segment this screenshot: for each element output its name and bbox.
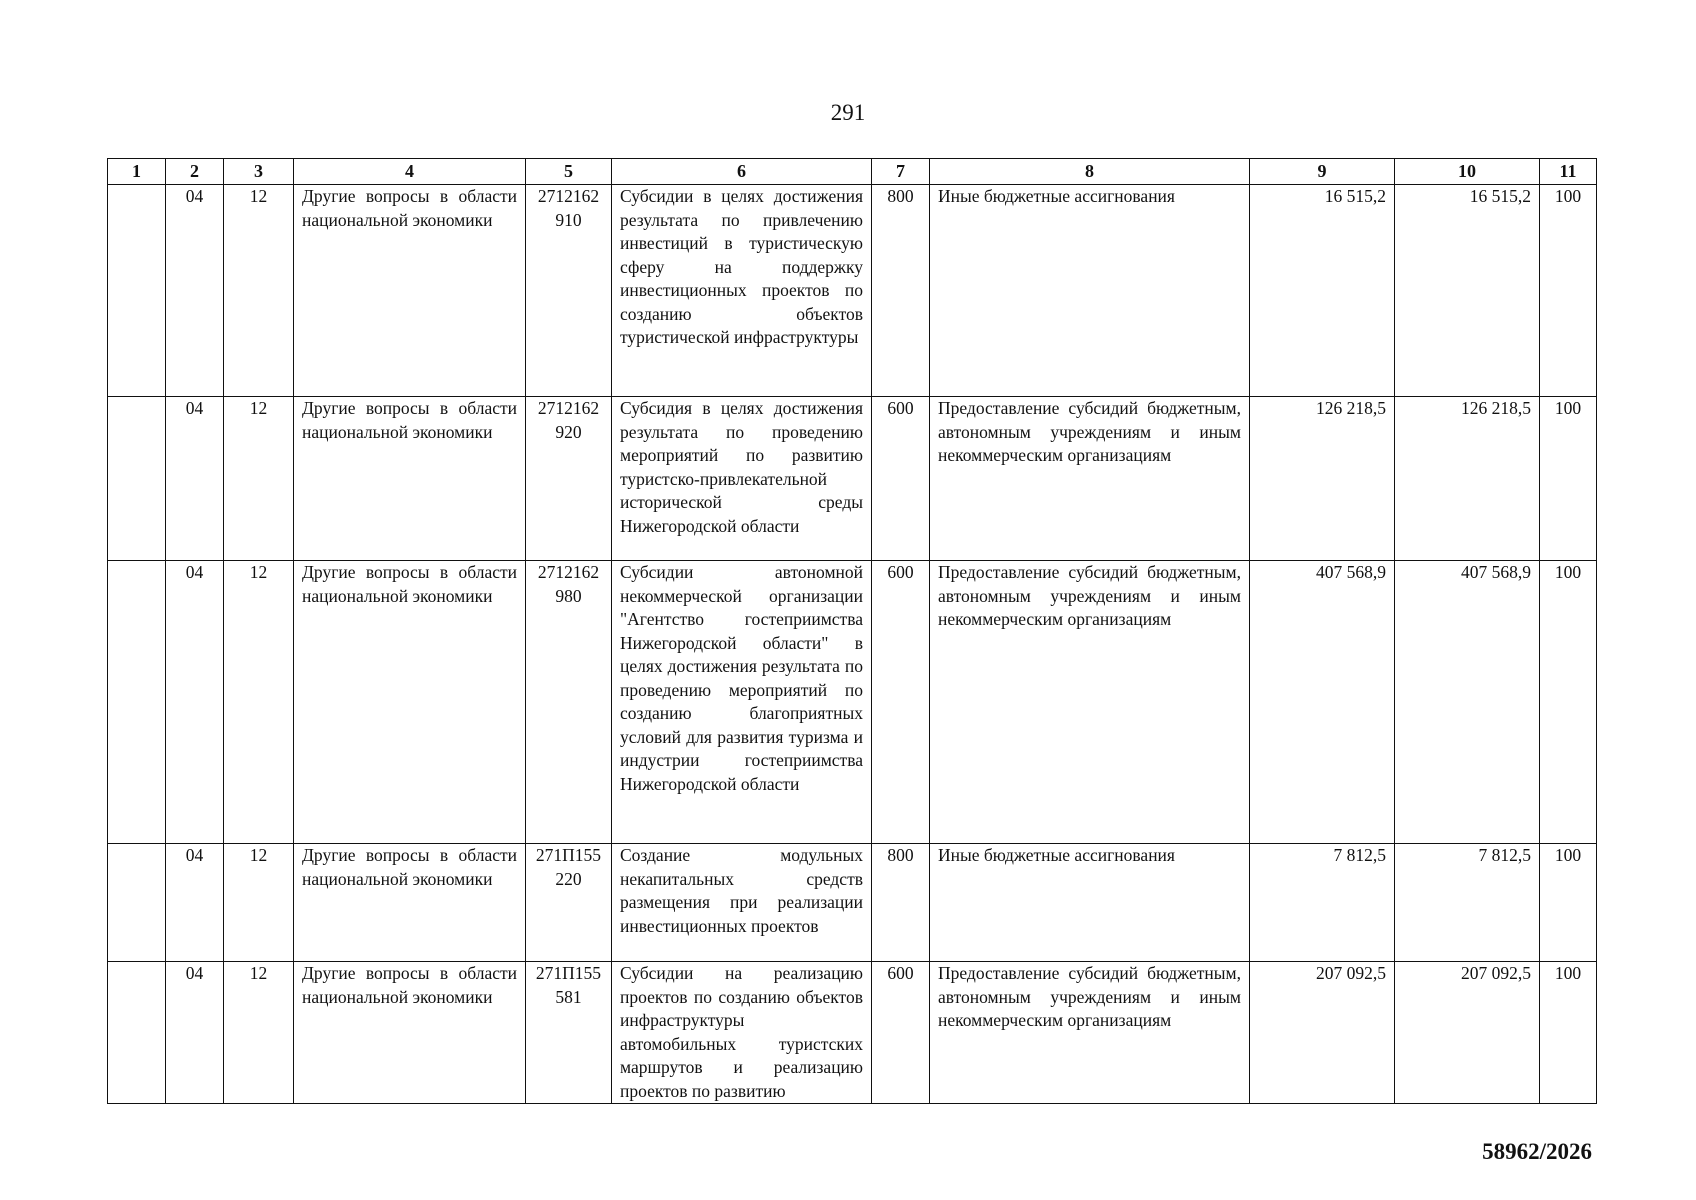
percent-cell: 100 [1540,185,1597,397]
target-article-cell: 271П155581 [526,962,612,1104]
percent-cell: 100 [1540,844,1597,962]
expense-type-name-cell: Предоставление субсидий бюджетным, автономным учреждениям и иным некоммерческим организациям [930,962,1250,1104]
column-header: 1 [108,159,166,185]
row-number-cell [108,962,166,1104]
budget-table [107,158,1597,1104]
executed-amount-cell: 16 515,2 [1395,185,1540,397]
section-cell: 04 [166,185,224,397]
expense-type-cell: 800 [872,844,930,962]
section-cell: 04 [166,962,224,1104]
target-article-name-cell: Субсидии автономной некоммерческой организации "Агентство гостеприимства Нижегородской области" в целях достижения результата по проведению мероприятий по созданию благоприятных условий для развития туризма и индустрии гостеприимства Нижегородской области [612,561,872,844]
target-article-cell: 2712162920 [526,397,612,561]
percent-cell: 100 [1540,962,1597,1104]
section-name-cell: Другие вопросы в области национальной экономики [294,561,526,844]
section-name-cell: Другие вопросы в области национальной экономики [294,962,526,1104]
target-article-name-cell: Субсидии на реализацию проектов по созданию объектов инфраструктуры автомобильных туристских маршрутов и реализацию проектов по развитию [612,962,872,1104]
expense-type-name-cell: Иные бюджетные ассигнования [930,844,1250,962]
section-name-cell: Другие вопросы в области национальной экономики [294,397,526,561]
document-number: 58962/2026 [1482,1139,1592,1164]
column-header: 2 [166,159,224,185]
column-header: 4 [294,159,526,185]
percent-cell: 100 [1540,561,1597,844]
target-article-cell: 271П155220 [526,844,612,962]
row-number-cell [108,397,166,561]
table-row [108,397,1597,561]
expense-type-cell: 800 [872,185,930,397]
column-header: 8 [930,159,1250,185]
executed-amount-cell: 407 568,9 [1395,561,1540,844]
expense-type-cell: 600 [872,962,930,1104]
subsection-cell: 12 [224,185,294,397]
expense-type-cell: 600 [872,397,930,561]
column-header: 11 [1540,159,1597,185]
column-header: 7 [872,159,930,185]
table-header-row [108,159,1597,185]
percent-cell: 100 [1540,397,1597,561]
section-cell: 04 [166,397,224,561]
target-article-name-cell: Субсидии в целях достижения результата по привлечению инвестиций в туристическую сферу на поддержку инвестиционных проектов по созданию объектов туристической инфраструктуры [612,185,872,397]
executed-amount-cell: 207 092,5 [1395,962,1540,1104]
amount-cell: 7 812,5 [1250,844,1395,962]
table-row [108,561,1597,844]
target-article-name-cell: Создание модульных некапитальных средств размещения при реализации инвестиционных проектов [612,844,872,962]
expense-type-name-cell: Предоставление субсидий бюджетным, автономным учреждениям и иным некоммерческим организациям [930,397,1250,561]
row-number-cell [108,185,166,397]
column-header: 9 [1250,159,1395,185]
amount-cell: 407 568,9 [1250,561,1395,844]
section-cell: 04 [166,844,224,962]
target-article-cell: 2712162910 [526,185,612,397]
column-header: 6 [612,159,872,185]
section-cell: 04 [166,561,224,844]
target-article-name-cell: Субсидия в целях достижения результата по проведению мероприятий по развитию туристско-привлекательной исторической среды Нижегородской области [612,397,872,561]
row-number-cell [108,844,166,962]
row-number-cell [108,561,166,844]
executed-amount-cell: 7 812,5 [1395,844,1540,962]
subsection-cell: 12 [224,397,294,561]
executed-amount-cell: 126 218,5 [1395,397,1540,561]
table-row [108,962,1597,1104]
target-article-cell: 2712162980 [526,561,612,844]
column-header: 10 [1395,159,1540,185]
amount-cell: 16 515,2 [1250,185,1395,397]
column-header: 3 [224,159,294,185]
subsection-cell: 12 [224,561,294,844]
table-row [108,844,1597,962]
section-name-cell: Другие вопросы в области национальной экономики [294,185,526,397]
column-header: 5 [526,159,612,185]
page-number: 291 [830,100,866,125]
expense-type-name-cell: Иные бюджетные ассигнования [930,185,1250,397]
section-name-cell: Другие вопросы в области национальной экономики [294,844,526,962]
amount-cell: 207 092,5 [1250,962,1395,1104]
subsection-cell: 12 [224,844,294,962]
subsection-cell: 12 [224,962,294,1104]
table-row [108,185,1597,397]
expense-type-name-cell: Предоставление субсидий бюджетным, автономным учреждениям и иным некоммерческим организациям [930,561,1250,844]
expense-type-cell: 600 [872,561,930,844]
amount-cell: 126 218,5 [1250,397,1395,561]
